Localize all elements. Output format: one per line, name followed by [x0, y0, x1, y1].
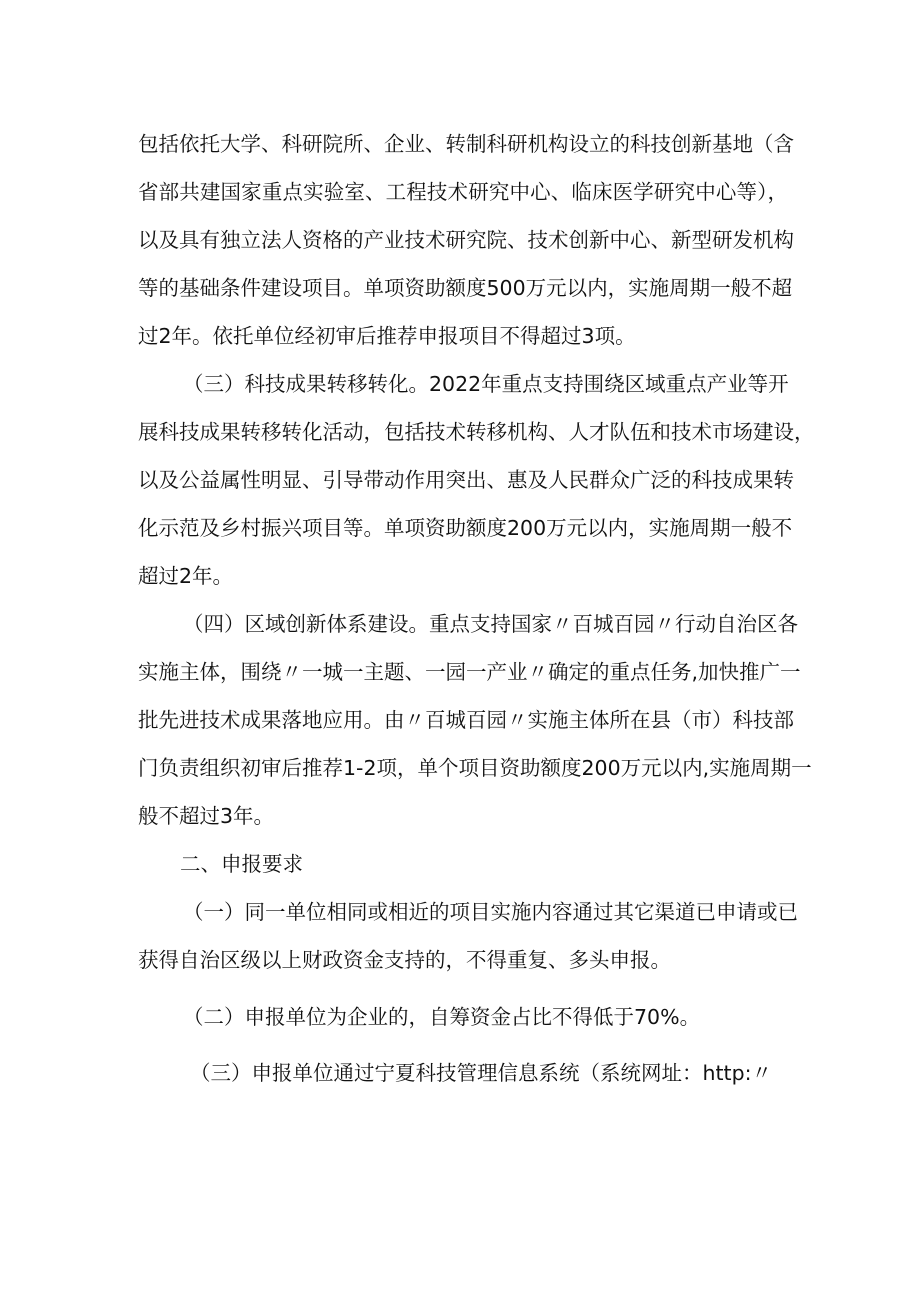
requirement-2-line: （二）申报单位为企业的，自筹资金占比不得低于70%。	[183, 1005, 701, 1029]
paragraph-line: 实施主体，围绕〃一城一主题、一园一产业〃确定的重点任务,加快推广一	[138, 660, 801, 684]
paragraph-line: 获得自治区级以上财政资金支持的，不得重复、多头申报。	[138, 948, 671, 972]
paragraph-line: 化示范及乡村振兴项目等。单项资助额度200万元以内，实施周期一般不	[138, 516, 793, 540]
section-3-heading-line: （三）科技成果转移转化。2022年重点支持围绕区域重点产业等开	[183, 372, 789, 396]
paragraph-line: 以及具有独立法人资格的产业技术研究院、技术创新中心、新型研发机构	[138, 228, 794, 252]
paragraph-line: 包括依托大学、科研院所、企业、转制科研机构设立的科技创新基地（含	[138, 132, 794, 156]
paragraph-line: 省部共建国家重点实验室、工程技术研究中心、临床医学研究中心等），	[138, 180, 788, 204]
paragraph-line: 超过2年。	[138, 564, 234, 588]
requirement-3-line: （三）申报单位通过宁夏科技管理信息系统（系统网址：http:〃	[190, 1061, 772, 1085]
paragraph-line: 般不超过3年。	[138, 804, 275, 828]
paragraph-line: 门负责组织初审后推荐1-2项，单个项目资助额度200万元以内,实施周期一	[138, 756, 812, 780]
section-4-heading-line: （四）区域创新体系建设。重点支持国家〃百城百园〃行动自治区各	[183, 612, 798, 636]
paragraph-line: 以及公益属性明显、引导带动作用突出、惠及人民群众广泛的科技成果转	[138, 468, 794, 492]
paragraph-line: 过2年。依托单位经初审后推荐申报项目不得超过3项。	[138, 324, 636, 348]
paragraph-line: 批先进技术成果落地应用。由〃百城百园〃实施主体所在县（市）科技部	[138, 708, 794, 732]
section-heading-requirements: 二、申报要求	[180, 852, 303, 876]
requirement-1-line: （一）同一单位相同或相近的项目实施内容通过其它渠道已申请或已	[183, 900, 798, 924]
paragraph-line: 展科技成果转移转化活动，包括技术转移机构、人才队伍和技术市场建设，	[138, 420, 815, 444]
paragraph-line: 等的基础条件建设项目。单项资助额度500万元以内，实施周期一般不超	[138, 276, 793, 300]
